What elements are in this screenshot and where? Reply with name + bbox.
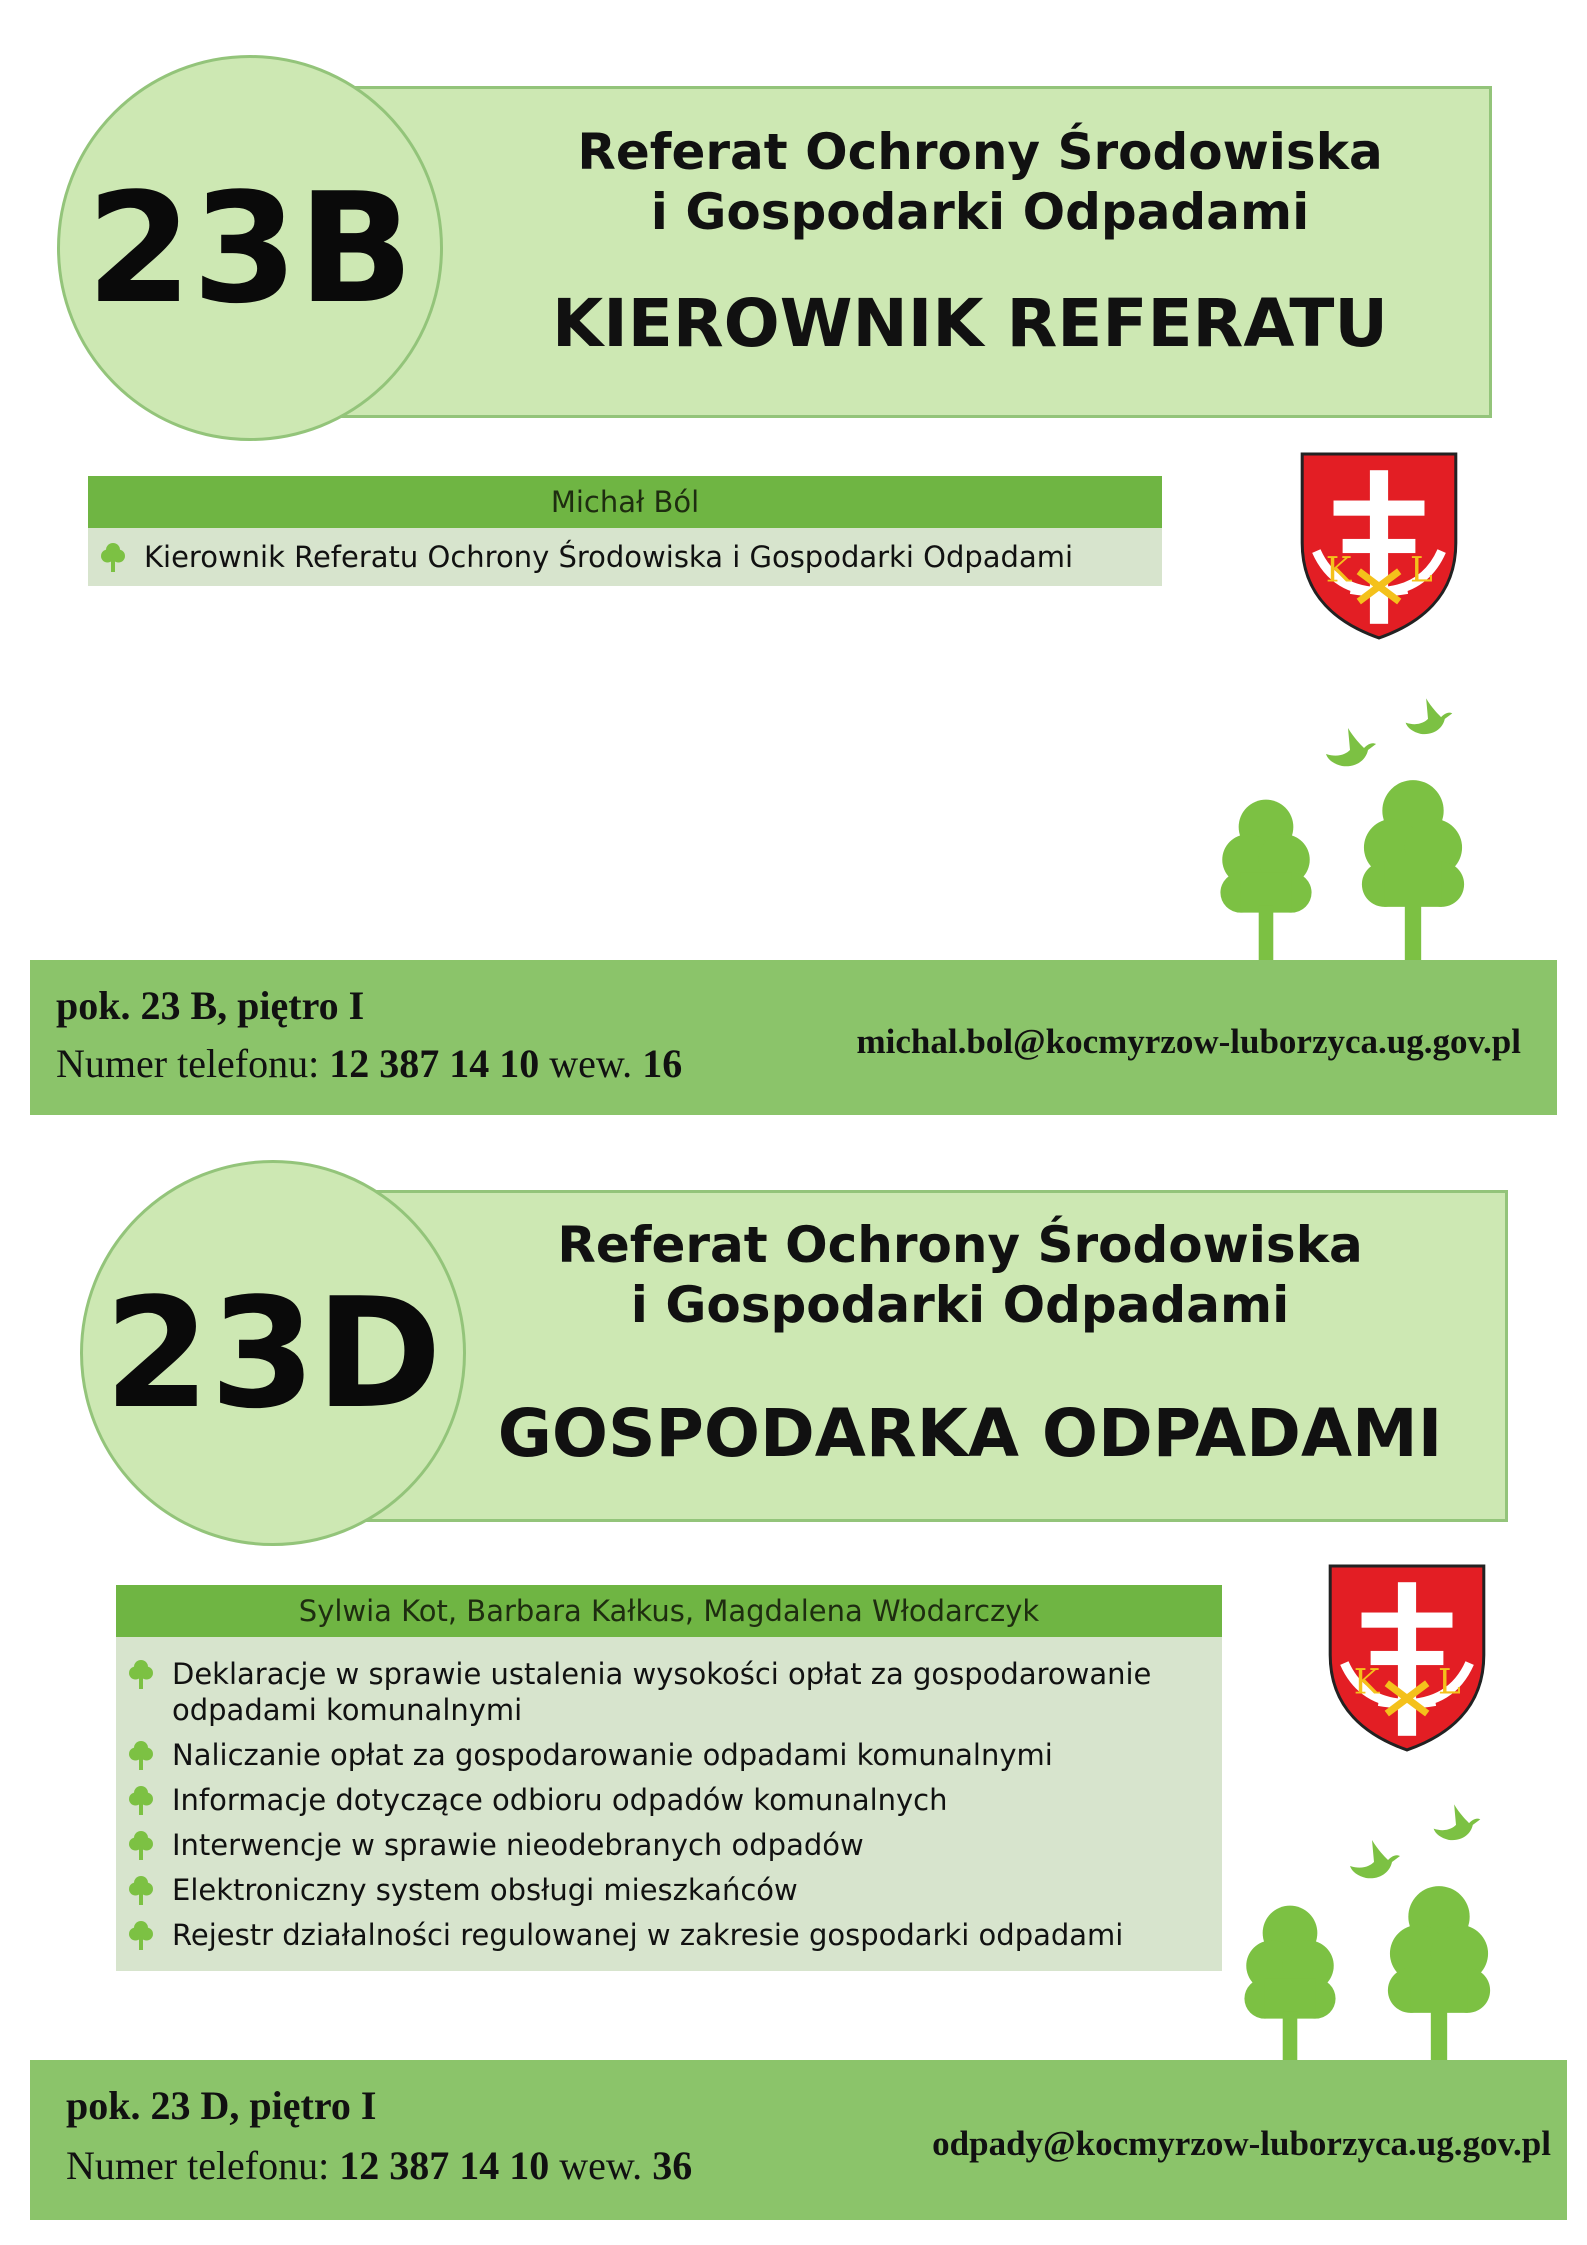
task-text: Interwencje w sprawie nieodebranych odpadów [172,1828,864,1862]
room-code: 23D [104,1264,442,1442]
trees-and-birds-illustration [1232,1796,1522,2066]
unit-title: GOSPODARKA ODPADAMI [497,1395,1443,1472]
room-location: pok. 23 B, piętro I [56,983,365,1028]
extension-number: 16 [642,1041,683,1086]
tree-bullet-icon [128,1659,154,1689]
department-title [540,1215,1380,1335]
phone-line [56,1040,682,1087]
tree-bullet-icon [128,1785,154,1815]
staff-panel [116,1585,1222,1971]
bird-icon [1350,1840,1400,1878]
tree-icon [1388,1886,1490,2066]
task-item [116,1737,1222,1773]
tree-bullet-icon [128,1740,154,1770]
crest-letter-l: L [1438,1662,1461,1703]
room-code: 23B [86,159,414,337]
task-item [116,1917,1222,1953]
department-line-1: Referat Ochrony Środowiska [577,123,1383,181]
room-location: pok. 23 D, piętro I [66,2083,377,2128]
task-item [116,1782,1222,1818]
room-badge [80,1160,466,1546]
tree-bullet-icon [128,1830,154,1860]
department-line-1: Referat Ochrony Środowiska [557,1216,1363,1274]
bird-icon [1434,1804,1481,1840]
phone-label: Numer telefonu: [56,1041,320,1086]
department-line-2: i Gospodarki Odpadami [630,1276,1290,1334]
staff-names: Michał Ból [88,476,1162,528]
contact-footer [30,2060,1567,2220]
coat-of-arms-icon [1326,1562,1488,1754]
crest-letter-k: K [1325,550,1352,591]
trees-and-birds-illustration [1210,690,1500,960]
task-text: Elektroniczny system obsługi mieszkańców [172,1873,798,1907]
task-text: Naliczanie opłat za gospodarowanie odpadami komunalnymi [172,1738,1053,1772]
extension-label: wew. [559,2143,643,2188]
phone-number: 12 387 14 10 [339,2143,550,2188]
staff-names: Sylwia Kot, Barbara Kałkus, Magdalena Włodarczyk [116,1585,1222,1637]
tree-bullet-icon [128,1920,154,1950]
task-list [116,1637,1222,1971]
task-item [116,1827,1222,1863]
task-item [88,539,1162,575]
tree-bullet-icon [128,1875,154,1905]
extension-label: wew. [549,1041,633,1086]
department-line-2: i Gospodarki Odpadami [650,183,1310,241]
phone-line [66,2142,692,2189]
extension-number: 36 [652,2143,693,2188]
tree-icon [1244,1906,1335,2066]
department-title [560,122,1400,242]
email-link[interactable]: michal.bol@kocmyrzow-luborzyca.ug.gov.pl [856,1022,1521,1061]
tree-icon [1220,800,1311,960]
bird-icon [1406,698,1453,734]
phone-label: Numer telefonu: [66,2143,330,2188]
email-link[interactable]: odpady@kocmyrzow-luborzyca.ug.gov.pl [932,2124,1551,2163]
staff-panel [88,476,1162,586]
coat-of-arms-icon [1298,450,1460,642]
crest-letter-l: L [1410,550,1433,591]
task-text: Rejestr działalności regulowanej w zakresie gospodarki odpadami [172,1918,1124,1952]
task-list [88,528,1162,586]
tree-icon [1362,780,1464,960]
task-item [116,1656,1222,1728]
task-text: Informacje dotyczące odbioru odpadów komunalnych [172,1783,948,1817]
tree-bullet-icon [100,542,126,572]
phone-number: 12 387 14 10 [329,1041,540,1086]
crest-letter-k: K [1353,1662,1380,1703]
room-badge [57,55,443,441]
bird-icon [1326,728,1376,766]
task-text: Kierownik Referatu Ochrony Środowiska i Gospodarki Odpadami [144,540,1074,574]
task-text: Deklaracje w sprawie ustalenia wysokości opłat za gospodarowanie odpadami komunalnymi [172,1657,1152,1727]
task-item [116,1872,1222,1908]
contact-footer [30,960,1557,1115]
unit-title: KIEROWNIK REFERATU [552,285,1388,362]
